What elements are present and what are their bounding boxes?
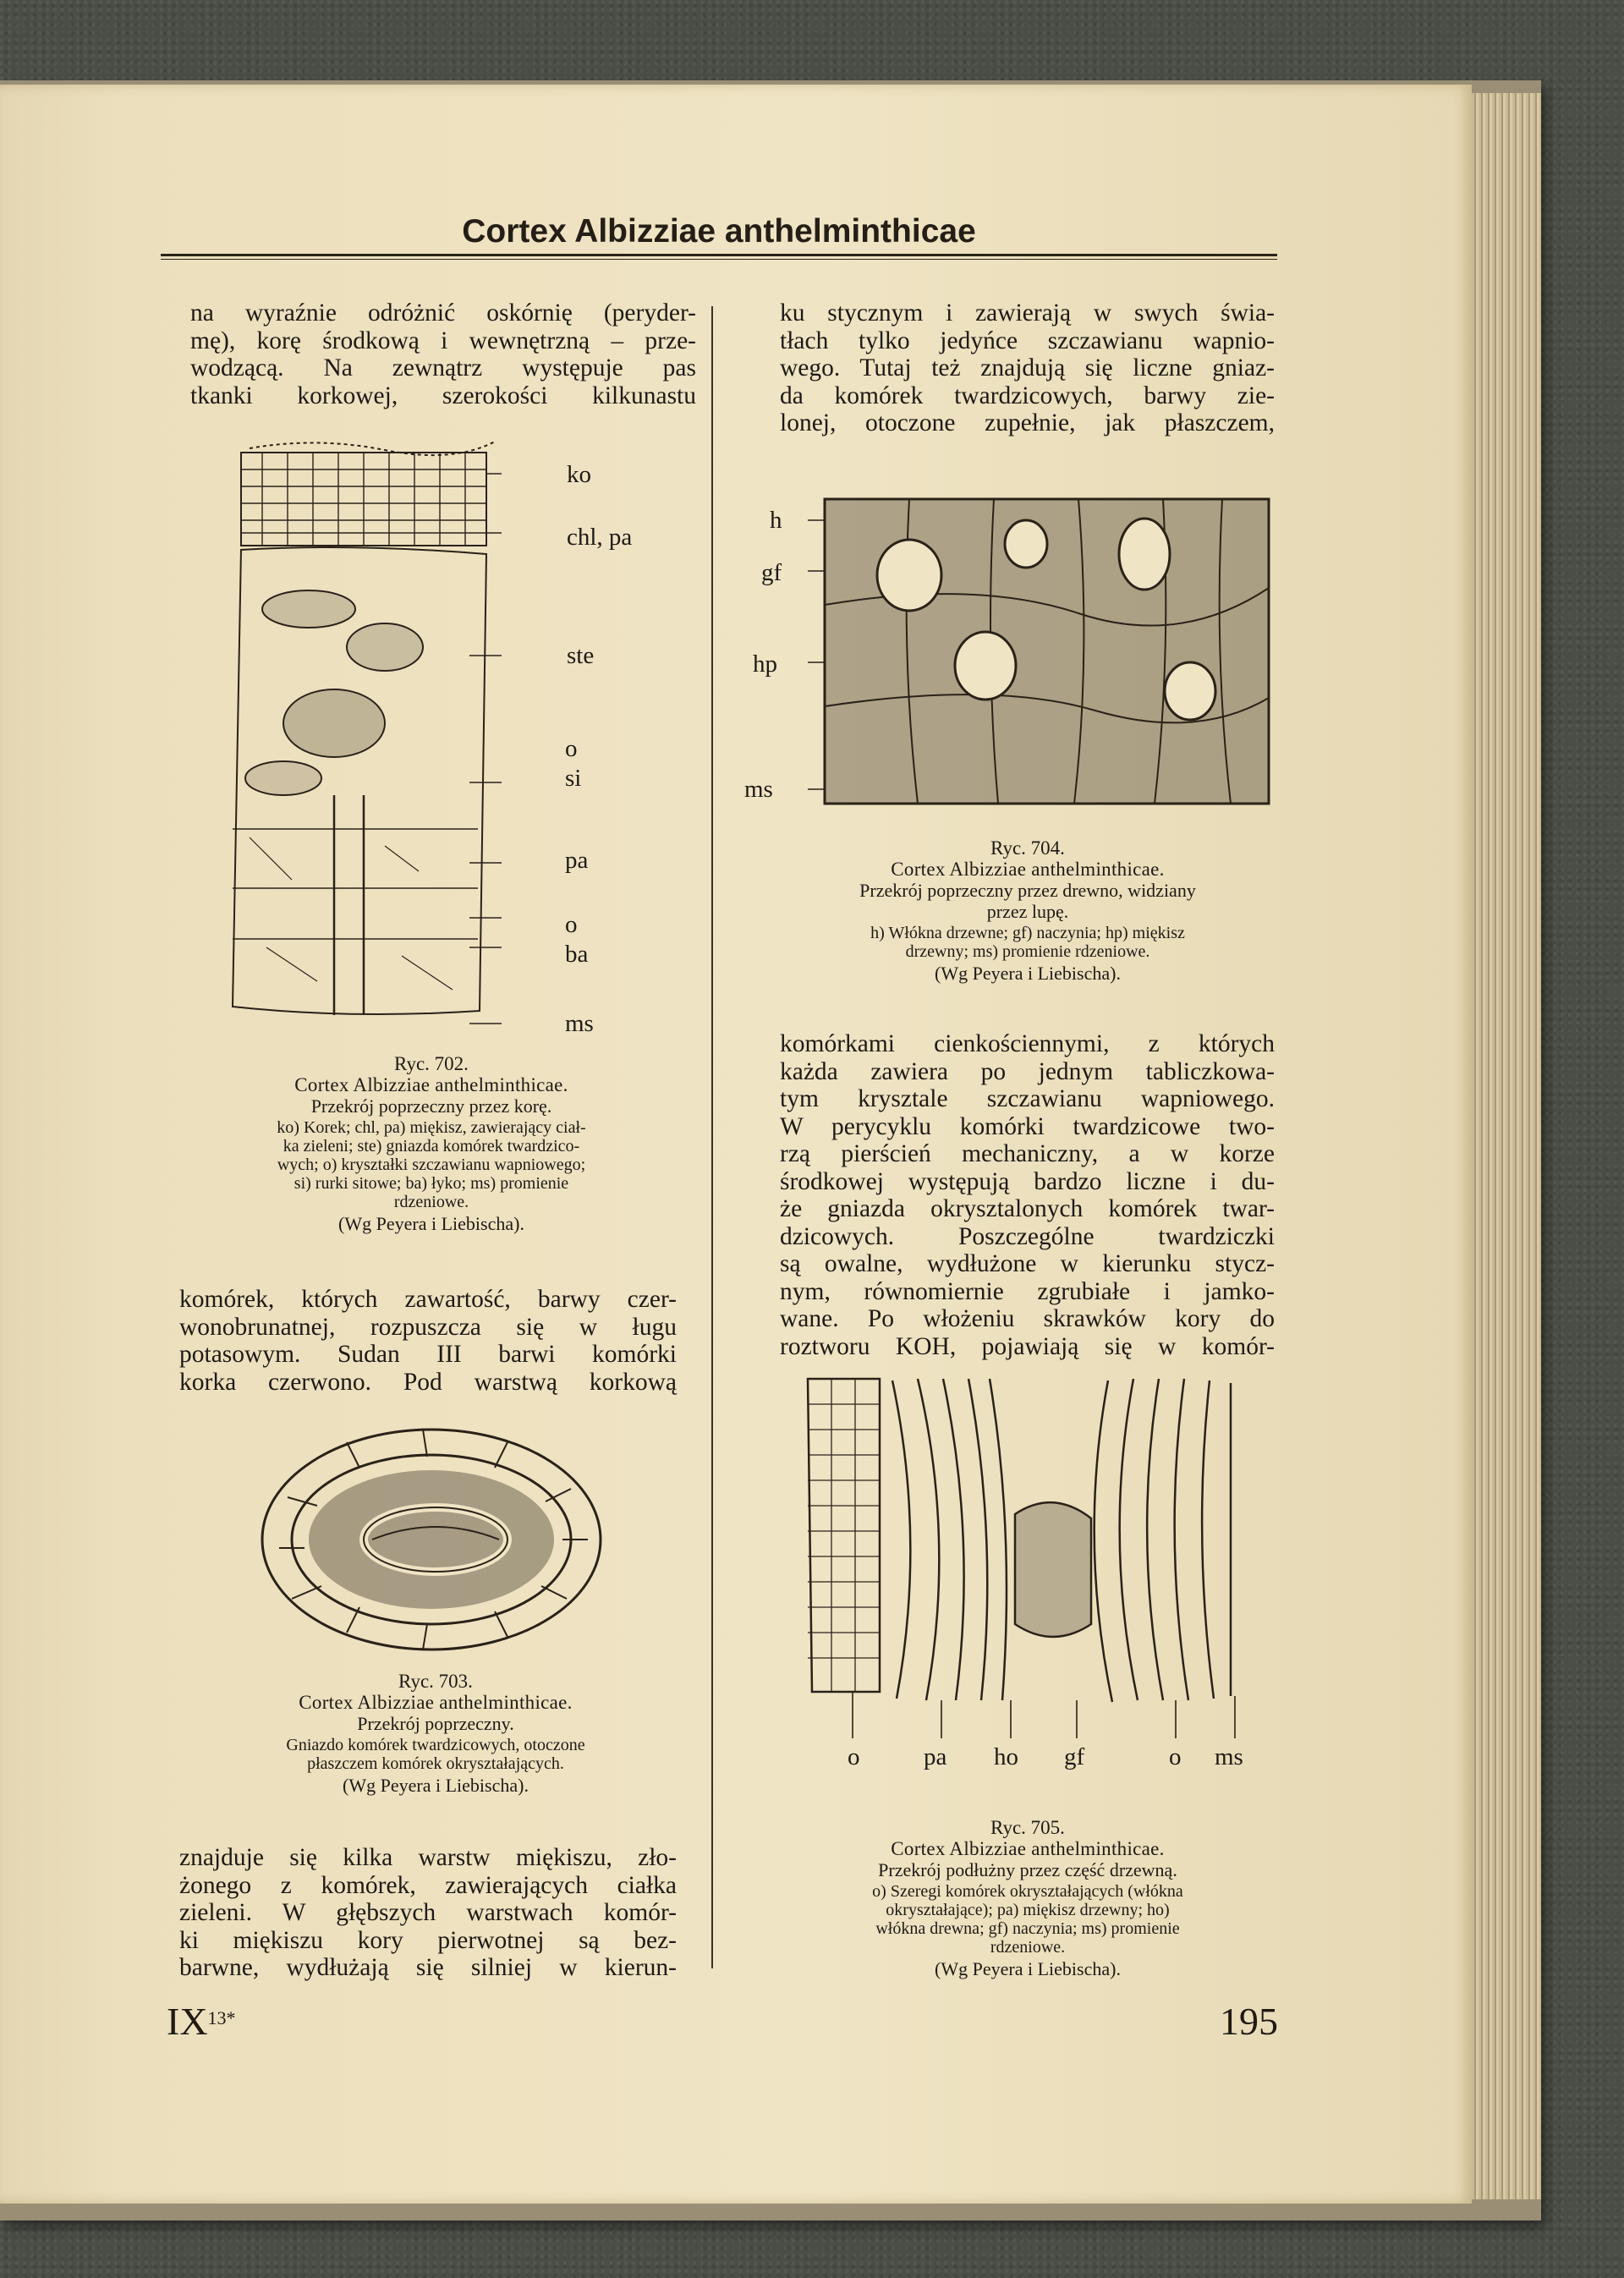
figure-705-label: o [1169, 1743, 1182, 1770]
head-rule [161, 254, 1277, 256]
figure-704-label: gf [761, 559, 782, 586]
figure-subtitle: Przekrój poprzeczny przez drewno, widziany [859, 880, 1196, 901]
figure-702-label: ms [565, 1010, 594, 1037]
legend-line: ko) Korek; chl, pa) miękisz, zawierający ciał- [277, 1118, 586, 1137]
figure-703-drawing [254, 1421, 609, 1666]
legend-line: h) Włókna drzewne; gf) naczynia; hp) miękisz [870, 924, 1185, 942]
figure-credit: (Wg Peyera i Liebischa). [935, 963, 1121, 984]
signature-text: IX [167, 2000, 208, 2043]
figure-title: Cortex Albizziae anthelminthicae. [294, 1074, 568, 1095]
figure-702-label: o [565, 911, 578, 938]
text-line: tłach tylko jedyńce szczawianu wapnio- [780, 327, 1275, 354]
figure-credit: (Wg Peyera i Liebischa). [343, 1775, 529, 1796]
text-line: korka czerwono. Pod warstwą korkową [179, 1368, 677, 1396]
text-line: środkowej występują bardzo liczne i du- [780, 1167, 1275, 1195]
page-edges [1472, 93, 1541, 2199]
figure-704-label: ms [744, 776, 773, 803]
col1-paragraph [190, 299, 696, 409]
figure-705-label: gf [1064, 1743, 1085, 1770]
text-line: że gniazda okrysztalonych komórek twar- [780, 1195, 1275, 1222]
legend-line: rdzeniowe. [393, 1193, 469, 1211]
legend-line: drzewny; ms) promienie rdzeniowe. [905, 942, 1150, 961]
figure-number: Ryc. 705. [990, 1817, 1065, 1838]
figure-703-caption [182, 1671, 689, 1796]
figure-705-label: pa [924, 1743, 947, 1770]
text-line: mę), korę środkową i wewnętrzną – prze- [190, 327, 696, 354]
figure-legend [770, 1882, 1286, 1957]
figure-702-label: si [565, 765, 582, 792]
figure-704-drawing [808, 486, 1277, 816]
figure-legend [178, 1118, 685, 1211]
legend-line: si) rurki sitowe; ba) łyko; ms) promienie [294, 1174, 569, 1193]
figure-704-label: hp [753, 650, 777, 678]
text-line: żonego z komórek, zawierających ciałka [179, 1871, 677, 1899]
text-line: lonej, otoczone zupełnie, jak płaszczem, [780, 409, 1275, 436]
legend-line: o) Szeregi komórek okryształających (włókna [872, 1882, 1183, 1901]
text-line: da komórek twardzicowych, barwy zie- [780, 381, 1275, 409]
figure-legend [770, 924, 1286, 961]
text-line: każda zawiera po jednym tabliczkowa- [780, 1057, 1275, 1085]
text-line: ki miękiszu kory pierwotnej są bez- [179, 1926, 677, 1954]
figure-credit: (Wg Peyera i Liebischa). [338, 1213, 524, 1234]
col1-paragraph [179, 1286, 677, 1396]
figure-subtitle: Przekrój poprzeczny. [357, 1713, 514, 1734]
text-line: komórek, których zawartość, barwy czer- [179, 1286, 677, 1313]
legend-line: okryształające); pa) miękisz drzewny; ho) [886, 1901, 1170, 1919]
column-rule [711, 306, 713, 1968]
figure-subtitle: Przekrój podłużny przez część drzewną. [878, 1859, 1177, 1880]
figure-subtitle: przez lupę. [986, 901, 1069, 922]
text-line: potasowym. Sudan III barwi komórki [179, 1341, 677, 1368]
text-line: tym krysztale szczawianu wapniowego. [780, 1085, 1275, 1112]
text-line: roztworu KOH, pojawiają się w komór- [780, 1332, 1275, 1360]
figure-705-label: ms [1215, 1743, 1243, 1770]
text-line: wego. Tutaj też znajdują się liczne gniaz- [780, 354, 1275, 381]
figure-title: Cortex Albizziae anthelminthicae. [891, 1838, 1165, 1859]
figure-704-label: h [770, 507, 782, 534]
head-rule-thin [161, 259, 1277, 260]
figure-702-drawing [216, 431, 503, 1032]
figure-subtitle: Przekrój poprzeczny przez korę. [310, 1095, 552, 1117]
text-line: dzicowych. Poszczególne twardziczki [780, 1222, 1275, 1250]
text-line: znajduje się kilka warstw miękiszu, zło- [179, 1844, 677, 1871]
figure-705-label: o [848, 1743, 860, 1770]
legend-line: Gniazdo komórek twardzicowych, otoczone [286, 1736, 585, 1754]
figure-number: Ryc. 704. [990, 837, 1065, 859]
text-line: zieleni. W głębszych warstwach komór- [179, 1899, 677, 1926]
signature-superscript: 13* [207, 2007, 236, 2028]
figure-702-label: ko [567, 461, 591, 488]
text-line: wonobrunatnej, rozpuszcza się w ługu [179, 1313, 677, 1341]
text-line: nym, równomiernie zgrubiałe i jamko- [780, 1277, 1275, 1305]
text-line: wodzącą. Na zewnątrz występuje pas [190, 354, 696, 381]
figure-702-caption [178, 1053, 685, 1234]
figure-702-label: ste [567, 642, 595, 669]
figure-705-caption [770, 1817, 1286, 1979]
page-number: 195 [1220, 2000, 1278, 2043]
text-line: rzą pierścień mechaniczny, a w korze [780, 1140, 1275, 1167]
figure-702-label: ba [565, 941, 589, 968]
figure-legend [182, 1736, 689, 1773]
figure-704-caption [770, 837, 1286, 984]
col1-paragraph [179, 1844, 677, 1982]
running-head: Cortex Albizziae anthelminthicae [462, 213, 976, 250]
figure-705-drawing [799, 1370, 1243, 1743]
figure-number: Ryc. 703. [398, 1671, 473, 1692]
text-line: na wyraźnie odróżnić oskórnię (peryder- [190, 299, 696, 327]
text-line: są owalne, wydłużone w kierunku stycz- [780, 1250, 1275, 1277]
legend-line: włókna drewna; gf) naczynia; ms) promienie [875, 1919, 1180, 1938]
col2-paragraph [780, 1030, 1275, 1360]
figure-number: Ryc. 702. [394, 1053, 469, 1074]
figure-credit: (Wg Peyera i Liebischa). [935, 1958, 1121, 1979]
figure-702-label: pa [565, 847, 589, 874]
legend-line: płaszczem komórek okryształających. [307, 1754, 564, 1773]
signature-mark [167, 2001, 236, 2043]
text-line: komórkami cienkościennymi, z których [780, 1030, 1275, 1057]
col2-paragraph [780, 299, 1275, 437]
text-line: barwne, wydłużają się silniej w kierun- [179, 1954, 677, 1981]
text-line: ku stycznym i zawierają w swych świa- [780, 299, 1275, 327]
legend-line: ka zieleni; ste) gniazda komórek twardzico- [283, 1137, 580, 1155]
figure-title: Cortex Albizziae anthelminthicae. [299, 1692, 573, 1713]
figure-702-label: chl, pa [567, 524, 633, 551]
text-line: wane. Po włożeniu skrawków kory do [780, 1305, 1275, 1332]
figure-705-label: ho [994, 1743, 1018, 1770]
text-line: W perycyklu komórki twardzicowe two- [780, 1112, 1275, 1140]
text-line: tkanki korkowej, szerokości kilkunastu [190, 381, 696, 409]
figure-702-label: o [565, 735, 578, 762]
legend-line: wych; o) kryształki szczawianu wapniowego; [277, 1155, 586, 1174]
legend-line: rdzeniowe. [990, 1938, 1066, 1957]
figure-title: Cortex Albizziae anthelminthicae. [891, 859, 1165, 880]
